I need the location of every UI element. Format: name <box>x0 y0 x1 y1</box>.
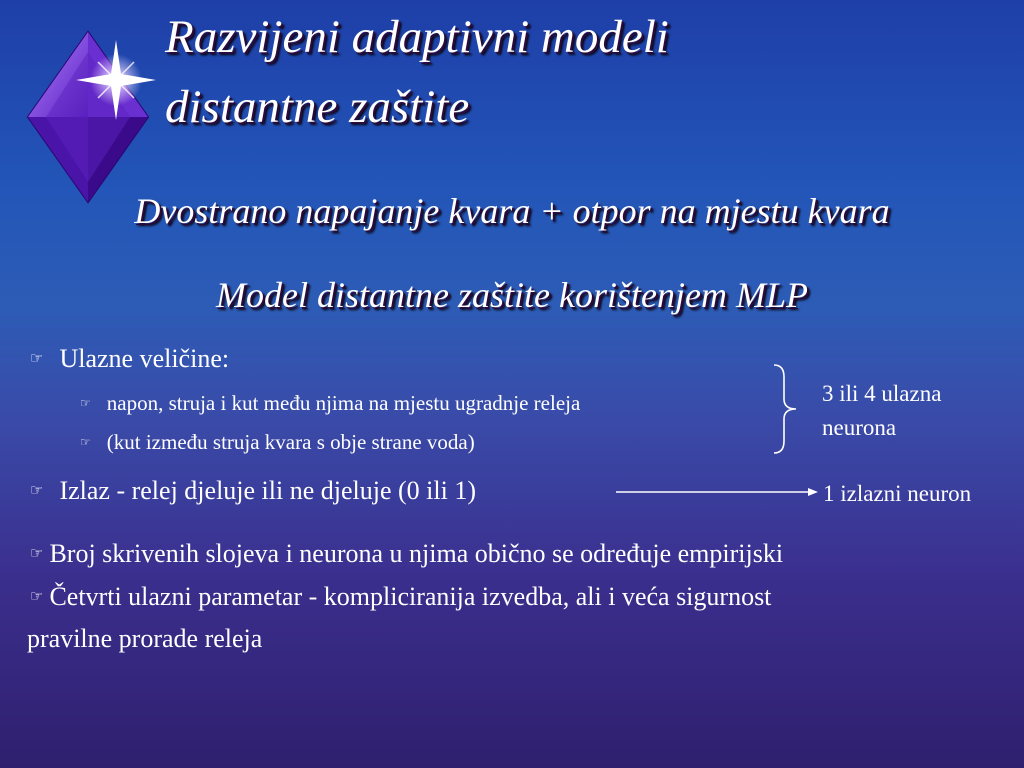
diamond-star-logo-icon <box>18 22 168 212</box>
bullet-fourth-parameter-continuation: pravilne prorade releja <box>27 624 263 653</box>
bullet-text: (kut između struja kvara s obje strane voda) <box>106 430 475 454</box>
bullet-input-quantities <box>30 346 229 372</box>
pointing-hand-icon: ☞ <box>30 349 44 367</box>
pointing-hand-icon: ☞ <box>30 587 44 605</box>
bullet-text: Izlaz - relej djeluje ili ne djeluje (0 ili 1) <box>59 476 476 505</box>
sub-bullet-voltage-current <box>80 393 580 414</box>
pointing-hand-icon: ☞ <box>80 396 91 410</box>
slide-subtitle-1: Dvostrano napajanje kvara + otpor na mjestu kvara <box>134 191 890 231</box>
bullet-text: Četvrti ulazni parametar - kompliciranija izvedba, ali i veća sigurnost <box>49 582 772 611</box>
bullet-fourth-parameter <box>30 584 771 610</box>
pointing-hand-icon: ☞ <box>30 544 44 562</box>
bullet-output <box>30 478 476 504</box>
slide-title-line-1: Razvijeni adaptivni modeli <box>165 11 669 63</box>
bullet-text: napon, struja i kut među njima na mjestu ugradnje releja <box>106 391 581 415</box>
bullet-text: Broj skrivenih slojeva i neurona u njima obično se određuje empirijski <box>49 539 784 568</box>
bullet-hidden-layers <box>30 541 783 567</box>
input-neurons-label: 3 ili 4 ulazna neurona <box>822 381 942 440</box>
pointing-hand-icon: ☞ <box>80 435 91 449</box>
sub-bullet-angle <box>80 432 475 453</box>
output-neuron-label: 1 izlazni neuron <box>823 481 972 506</box>
slide-subtitle-2: Model distantne zaštite korištenjem MLP <box>216 275 808 315</box>
right-arrow-icon <box>614 482 820 502</box>
bullet-text: Ulazne veličine: <box>59 344 230 373</box>
curly-brace-icon <box>770 363 800 455</box>
pointing-hand-icon: ☞ <box>30 481 44 499</box>
slide-title-line-2: distantne zaštite <box>165 81 470 133</box>
